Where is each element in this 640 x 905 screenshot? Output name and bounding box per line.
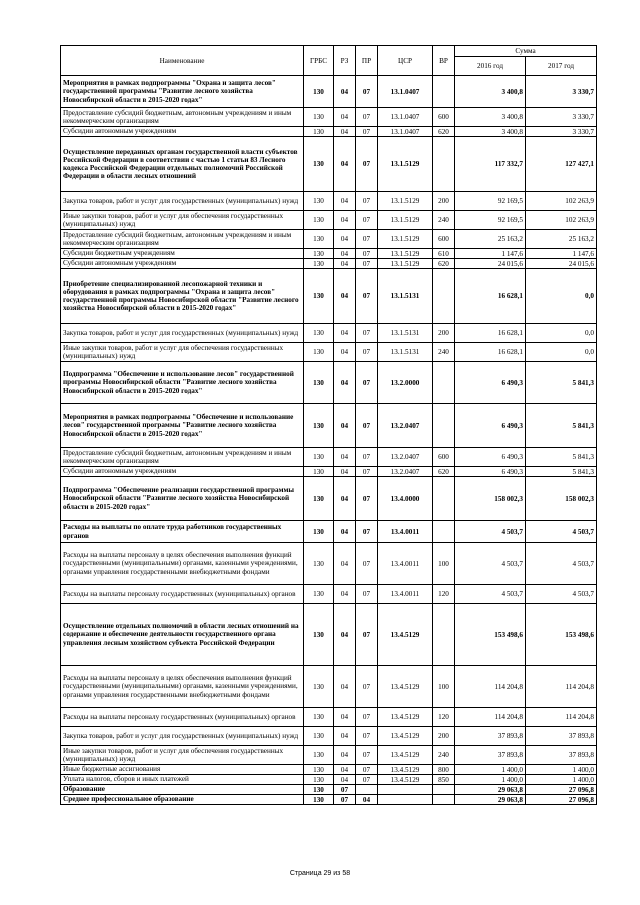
table-row bbox=[61, 785, 597, 795]
row-pr: 07 bbox=[356, 269, 378, 324]
row-sum-2016: 4 503,7 bbox=[455, 543, 526, 585]
row-grbs: 130 bbox=[304, 727, 334, 746]
row-sum-2017: 27 096,8 bbox=[526, 785, 597, 795]
header-year-2017: 2017 год bbox=[526, 57, 597, 76]
row-sum-2017: 127 427,1 bbox=[526, 137, 597, 192]
row-rz: 07 bbox=[334, 795, 356, 805]
row-grbs: 130 bbox=[304, 795, 334, 805]
row-pr: 07 bbox=[356, 604, 378, 666]
row-pr: 07 bbox=[356, 543, 378, 585]
row-name: Закупка товаров, работ и услуг для государственных (муниципальных) нужд bbox=[61, 192, 304, 211]
table-header bbox=[61, 46, 597, 76]
row-rz: 04 bbox=[334, 137, 356, 192]
row-sum-2017: 158 002,3 bbox=[526, 477, 597, 521]
row-rz: 07 bbox=[334, 785, 356, 795]
table-row bbox=[61, 746, 597, 765]
table-row bbox=[61, 727, 597, 746]
row-csr bbox=[378, 785, 433, 795]
row-rz: 04 bbox=[334, 362, 356, 404]
row-pr: 04 bbox=[356, 795, 378, 805]
row-vr: 120 bbox=[433, 708, 455, 727]
row-pr: 07 bbox=[356, 324, 378, 343]
row-name: Среднее профессиональное образование bbox=[61, 795, 304, 805]
row-vr bbox=[433, 795, 455, 805]
row-vr: 240 bbox=[433, 746, 455, 765]
row-vr: 100 bbox=[433, 666, 455, 708]
row-sum-2016: 1 400,0 bbox=[455, 765, 526, 775]
row-vr: 620 bbox=[433, 259, 455, 269]
row-csr: 13.1.5131 bbox=[378, 324, 433, 343]
row-csr: 13.1.5131 bbox=[378, 343, 433, 362]
row-csr: 13.1.5129 bbox=[378, 192, 433, 211]
row-pr: 07 bbox=[356, 76, 378, 108]
row-sum-2016: 92 169,5 bbox=[455, 211, 526, 230]
row-name: Иные бюджетные ассигнования bbox=[61, 765, 304, 775]
row-name: Расходы на выплаты персоналу в целях обеспечения выполнения функций государственными (муниципальными) органами, казенными учреждениями, органами управления государственными внебюджетными фондами bbox=[61, 666, 304, 708]
row-rz: 04 bbox=[334, 127, 356, 137]
header-grbs: ГРБС bbox=[304, 46, 334, 76]
row-sum-2017: 24 015,6 bbox=[526, 259, 597, 269]
table-row bbox=[61, 343, 597, 362]
row-vr: 600 bbox=[433, 108, 455, 127]
table-row bbox=[61, 765, 597, 775]
row-sum-2016: 29 063,8 bbox=[455, 785, 526, 795]
row-rz: 04 bbox=[334, 259, 356, 269]
row-name: Подпрограмма "Обеспечение и использование лесов" государственной программы Новосибирской области "Развитие лесного хозяйства Новосибирской области в 2015-2020 годах" bbox=[61, 362, 304, 404]
row-pr: 07 bbox=[356, 127, 378, 137]
row-rz: 04 bbox=[334, 324, 356, 343]
row-grbs: 130 bbox=[304, 521, 334, 543]
row-name: Предоставление субсидий бюджетным, автономным учреждениям и иным некоммерческим организациям bbox=[61, 230, 304, 249]
row-sum-2016: 25 163,2 bbox=[455, 230, 526, 249]
row-sum-2016: 6 490,3 bbox=[455, 404, 526, 448]
row-pr: 07 bbox=[356, 765, 378, 775]
row-vr bbox=[433, 269, 455, 324]
row-pr: 07 bbox=[356, 211, 378, 230]
row-sum-2017: 114 204,8 bbox=[526, 708, 597, 727]
row-sum-2017: 0,0 bbox=[526, 324, 597, 343]
row-sum-2017: 1 147,6 bbox=[526, 249, 597, 259]
table-row bbox=[61, 775, 597, 785]
row-sum-2017: 102 263,9 bbox=[526, 211, 597, 230]
row-grbs: 130 bbox=[304, 585, 334, 604]
row-vr bbox=[433, 785, 455, 795]
row-vr: 800 bbox=[433, 765, 455, 775]
row-sum-2017: 0,0 bbox=[526, 343, 597, 362]
table-row bbox=[61, 467, 597, 477]
row-sum-2017: 102 263,9 bbox=[526, 192, 597, 211]
table-body bbox=[61, 76, 597, 805]
row-sum-2016: 153 498,6 bbox=[455, 604, 526, 666]
row-vr: 620 bbox=[433, 127, 455, 137]
header-csr: ЦСР bbox=[378, 46, 433, 76]
row-name: Осуществление переданных органам государственной власти субъектов Российской Федерации в соответствии с частью 1 статьи 83 Лесного кодекса Российской Федерации отдельных полномочий Российской Федерации в области лесных отношений bbox=[61, 137, 304, 192]
row-sum-2016: 6 490,3 bbox=[455, 362, 526, 404]
row-sum-2017: 3 330,7 bbox=[526, 127, 597, 137]
row-pr: 07 bbox=[356, 249, 378, 259]
row-rz: 04 bbox=[334, 775, 356, 785]
row-vr: 600 bbox=[433, 448, 455, 467]
budget-sheet bbox=[60, 45, 596, 805]
row-vr: 850 bbox=[433, 775, 455, 785]
row-sum-2016: 92 169,5 bbox=[455, 192, 526, 211]
row-pr: 07 bbox=[356, 343, 378, 362]
row-rz: 04 bbox=[334, 585, 356, 604]
row-grbs: 130 bbox=[304, 259, 334, 269]
row-grbs: 130 bbox=[304, 108, 334, 127]
row-csr: 13.1.0407 bbox=[378, 127, 433, 137]
table-row bbox=[61, 192, 597, 211]
table-row bbox=[61, 259, 597, 269]
row-rz: 04 bbox=[334, 477, 356, 521]
row-vr: 240 bbox=[433, 343, 455, 362]
row-grbs: 130 bbox=[304, 192, 334, 211]
row-rz: 04 bbox=[334, 269, 356, 324]
row-name: Расходы на выплаты персоналу в целях обеспечения выполнения функций государственными (муниципальными) органами, казенными учреждениями, органами управления государственными внебюджетными фондами bbox=[61, 543, 304, 585]
row-grbs: 130 bbox=[304, 775, 334, 785]
row-grbs: 130 bbox=[304, 127, 334, 137]
row-name: Иные закупки товаров, работ и услуг для обеспечения государственных (муниципальных) нужд bbox=[61, 746, 304, 765]
header-rz: РЗ bbox=[334, 46, 356, 76]
row-grbs: 130 bbox=[304, 604, 334, 666]
row-grbs: 130 bbox=[304, 343, 334, 362]
row-rz: 04 bbox=[334, 604, 356, 666]
row-name: Иные закупки товаров, работ и услуг для обеспечения государственных (муниципальных) нужд bbox=[61, 211, 304, 230]
row-name: Иные закупки товаров, работ и услуг для обеспечения государственных (муниципальных) нужд bbox=[61, 343, 304, 362]
row-sum-2016: 114 204,8 bbox=[455, 708, 526, 727]
row-name: Закупка товаров, работ и услуг для государственных (муниципальных) нужд bbox=[61, 727, 304, 746]
row-pr: 07 bbox=[356, 362, 378, 404]
row-pr: 07 bbox=[356, 585, 378, 604]
row-pr: 07 bbox=[356, 727, 378, 746]
row-sum-2016: 16 628,1 bbox=[455, 324, 526, 343]
row-vr bbox=[433, 521, 455, 543]
row-sum-2017: 5 841,3 bbox=[526, 362, 597, 404]
row-vr bbox=[433, 137, 455, 192]
row-name: Закупка товаров, работ и услуг для государственных (муниципальных) нужд bbox=[61, 324, 304, 343]
row-pr: 07 bbox=[356, 259, 378, 269]
row-grbs: 130 bbox=[304, 785, 334, 795]
row-rz: 04 bbox=[334, 230, 356, 249]
row-sum-2016: 117 332,7 bbox=[455, 137, 526, 192]
row-sum-2016: 6 490,3 bbox=[455, 448, 526, 467]
table-row bbox=[61, 585, 597, 604]
row-vr: 200 bbox=[433, 192, 455, 211]
row-sum-2017: 5 841,3 bbox=[526, 467, 597, 477]
row-csr: 13.1.0407 bbox=[378, 108, 433, 127]
row-csr: 13.4.5129 bbox=[378, 775, 433, 785]
table-row bbox=[61, 76, 597, 108]
row-rz: 04 bbox=[334, 521, 356, 543]
row-grbs: 130 bbox=[304, 708, 334, 727]
row-csr: 13.4.0011 bbox=[378, 585, 433, 604]
row-name: Расходы на выплаты персоналу государственных (муниципальных) органов bbox=[61, 585, 304, 604]
table-row bbox=[61, 324, 597, 343]
row-vr: 620 bbox=[433, 467, 455, 477]
row-sum-2017: 4 503,7 bbox=[526, 543, 597, 585]
table-row bbox=[61, 795, 597, 805]
row-rz: 04 bbox=[334, 543, 356, 585]
row-rz: 04 bbox=[334, 108, 356, 127]
row-sum-2017: 3 330,7 bbox=[526, 108, 597, 127]
row-name: Субсидии автономным учреждениям bbox=[61, 127, 304, 137]
table-row bbox=[61, 362, 597, 404]
row-name: Образование bbox=[61, 785, 304, 795]
row-rz: 04 bbox=[334, 666, 356, 708]
row-rz: 04 bbox=[334, 343, 356, 362]
row-sum-2016: 4 503,7 bbox=[455, 521, 526, 543]
row-csr: 13.1.5129 bbox=[378, 137, 433, 192]
row-pr bbox=[356, 785, 378, 795]
table-row bbox=[61, 477, 597, 521]
row-vr: 200 bbox=[433, 727, 455, 746]
row-sum-2017: 5 841,3 bbox=[526, 448, 597, 467]
row-sum-2017: 5 841,3 bbox=[526, 404, 597, 448]
row-sum-2017: 37 893,8 bbox=[526, 727, 597, 746]
row-pr: 07 bbox=[356, 477, 378, 521]
row-rz: 04 bbox=[334, 404, 356, 448]
row-vr bbox=[433, 604, 455, 666]
row-grbs: 130 bbox=[304, 249, 334, 259]
row-grbs: 130 bbox=[304, 211, 334, 230]
row-sum-2017: 27 096,8 bbox=[526, 795, 597, 805]
table-row bbox=[61, 604, 597, 666]
row-sum-2017: 4 503,7 bbox=[526, 585, 597, 604]
row-rz: 04 bbox=[334, 727, 356, 746]
row-sum-2016: 114 204,8 bbox=[455, 666, 526, 708]
row-csr: 13.4.5129 bbox=[378, 727, 433, 746]
row-vr bbox=[433, 477, 455, 521]
row-csr: 13.2.0000 bbox=[378, 362, 433, 404]
table-row bbox=[61, 127, 597, 137]
row-grbs: 130 bbox=[304, 666, 334, 708]
header-year-2016: 2016 год bbox=[455, 57, 526, 76]
row-grbs: 130 bbox=[304, 137, 334, 192]
row-rz: 04 bbox=[334, 708, 356, 727]
row-csr: 13.1.5129 bbox=[378, 249, 433, 259]
table-row bbox=[61, 269, 597, 324]
row-grbs: 130 bbox=[304, 324, 334, 343]
table-row bbox=[61, 404, 597, 448]
row-sum-2017: 0,0 bbox=[526, 269, 597, 324]
row-csr: 13.4.0000 bbox=[378, 477, 433, 521]
row-csr: 13.4.0011 bbox=[378, 521, 433, 543]
row-sum-2017: 37 893,8 bbox=[526, 746, 597, 765]
row-csr: 13.2.0407 bbox=[378, 448, 433, 467]
row-sum-2017: 1 400,0 bbox=[526, 775, 597, 785]
row-pr: 07 bbox=[356, 746, 378, 765]
row-csr: 13.4.5129 bbox=[378, 765, 433, 775]
row-grbs: 130 bbox=[304, 76, 334, 108]
row-rz: 04 bbox=[334, 249, 356, 259]
row-sum-2016: 37 893,8 bbox=[455, 727, 526, 746]
row-sum-2016: 1 400,0 bbox=[455, 775, 526, 785]
row-name: Субсидии автономным учреждениям bbox=[61, 467, 304, 477]
row-pr: 07 bbox=[356, 775, 378, 785]
table-row bbox=[61, 543, 597, 585]
row-csr: 13.2.0407 bbox=[378, 467, 433, 477]
row-rz: 04 bbox=[334, 448, 356, 467]
row-sum-2016: 6 490,3 bbox=[455, 467, 526, 477]
row-csr: 13.4.5129 bbox=[378, 666, 433, 708]
row-csr: 13.1.5129 bbox=[378, 259, 433, 269]
row-name: Расходы на выплаты персоналу государственных (муниципальных) органов bbox=[61, 708, 304, 727]
row-sum-2016: 1 147,6 bbox=[455, 249, 526, 259]
row-csr: 13.4.5129 bbox=[378, 746, 433, 765]
row-name: Приобретение специализированной лесопожарной техники и оборудования в рамках подпрограммы "Охрана и защита лесов" государственной программы Новосибирской области "Развитие лесного хозяйства Новосибирской области в 2015-2020 годах" bbox=[61, 269, 304, 324]
header-sum: Сумма bbox=[455, 46, 597, 57]
row-grbs: 130 bbox=[304, 230, 334, 249]
row-name: Мероприятия в рамках подпрограммы "Обеспечение и использование лесов" государственной программы "Развитие лесного хозяйства Новосибирской области в 2015-2020 годах" bbox=[61, 404, 304, 448]
row-name: Мероприятия в рамках подпрограммы "Охрана и защита лесов" государственной программы "Развитие лесного хозяйства Новосибирской области в 2015-2020 годах" bbox=[61, 76, 304, 108]
row-vr: 200 bbox=[433, 324, 455, 343]
row-grbs: 130 bbox=[304, 746, 334, 765]
row-vr bbox=[433, 404, 455, 448]
row-grbs: 130 bbox=[304, 269, 334, 324]
table-row bbox=[61, 448, 597, 467]
row-pr: 07 bbox=[356, 448, 378, 467]
row-sum-2016: 4 503,7 bbox=[455, 585, 526, 604]
row-pr: 07 bbox=[356, 666, 378, 708]
row-vr: 120 bbox=[433, 585, 455, 604]
row-pr: 07 bbox=[356, 137, 378, 192]
table-row bbox=[61, 249, 597, 259]
row-csr: 13.4.5129 bbox=[378, 708, 433, 727]
row-csr: 13.4.0011 bbox=[378, 543, 433, 585]
table-row bbox=[61, 521, 597, 543]
table-row bbox=[61, 666, 597, 708]
header-name: Наименование bbox=[61, 46, 304, 76]
row-vr: 600 bbox=[433, 230, 455, 249]
row-grbs: 130 bbox=[304, 467, 334, 477]
row-sum-2016: 3 400,8 bbox=[455, 127, 526, 137]
row-name: Осуществление отдельных полномочий в области лесных отношений на содержание и обеспечение деятельности государственного органа управления лесным хозяйством субъекта Российской Федерации bbox=[61, 604, 304, 666]
row-name: Предоставление субсидий бюджетным, автономным учреждениям и иным некоммерческим организациям bbox=[61, 108, 304, 127]
row-csr: 13.4.5129 bbox=[378, 604, 433, 666]
table-row bbox=[61, 230, 597, 249]
row-rz: 04 bbox=[334, 76, 356, 108]
row-rz: 04 bbox=[334, 765, 356, 775]
budget-table bbox=[60, 45, 597, 805]
row-sum-2016: 158 002,3 bbox=[455, 477, 526, 521]
row-grbs: 130 bbox=[304, 362, 334, 404]
row-sum-2016: 16 628,1 bbox=[455, 343, 526, 362]
row-rz: 04 bbox=[334, 211, 356, 230]
row-sum-2016: 3 400,8 bbox=[455, 76, 526, 108]
row-sum-2016: 37 893,8 bbox=[455, 746, 526, 765]
row-csr: 13.2.0407 bbox=[378, 404, 433, 448]
row-vr bbox=[433, 76, 455, 108]
row-name: Уплата налогов, сборов и иных платежей bbox=[61, 775, 304, 785]
row-csr: 13.1.0407 bbox=[378, 76, 433, 108]
row-grbs: 130 bbox=[304, 477, 334, 521]
row-vr bbox=[433, 362, 455, 404]
row-grbs: 130 bbox=[304, 404, 334, 448]
row-pr: 07 bbox=[356, 108, 378, 127]
row-vr: 100 bbox=[433, 543, 455, 585]
row-csr bbox=[378, 795, 433, 805]
row-sum-2017: 4 503,7 bbox=[526, 521, 597, 543]
page-footer: Страница 29 из 58 bbox=[289, 870, 351, 877]
row-sum-2017: 114 204,8 bbox=[526, 666, 597, 708]
row-rz: 04 bbox=[334, 467, 356, 477]
row-sum-2017: 1 400,0 bbox=[526, 765, 597, 775]
row-csr: 13.1.5129 bbox=[378, 211, 433, 230]
row-rz: 04 bbox=[334, 746, 356, 765]
row-pr: 07 bbox=[356, 192, 378, 211]
row-csr: 13.1.5129 bbox=[378, 230, 433, 249]
row-sum-2016: 24 015,6 bbox=[455, 259, 526, 269]
row-pr: 07 bbox=[356, 521, 378, 543]
row-sum-2017: 25 163,2 bbox=[526, 230, 597, 249]
row-grbs: 130 bbox=[304, 765, 334, 775]
row-pr: 07 bbox=[356, 230, 378, 249]
row-name: Подпрограмма "Обеспечение реализации государственной программы Новосибирской области "Развитие лесного хозяйства Новосибирской области в 2015-2020 годах" bbox=[61, 477, 304, 521]
row-name: Предоставление субсидий бюджетным, автономным учреждениям и иным некоммерческим организациям bbox=[61, 448, 304, 467]
row-pr: 07 bbox=[356, 708, 378, 727]
row-sum-2016: 29 063,8 bbox=[455, 795, 526, 805]
row-name: Субсидии автономным учреждениям bbox=[61, 259, 304, 269]
row-name: Расходы на выплаты по оплате труда работников государственных органов bbox=[61, 521, 304, 543]
row-sum-2016: 3 400,8 bbox=[455, 108, 526, 127]
row-grbs: 130 bbox=[304, 543, 334, 585]
row-sum-2017: 153 498,6 bbox=[526, 604, 597, 666]
table-row bbox=[61, 708, 597, 727]
row-rz: 04 bbox=[334, 192, 356, 211]
row-csr: 13.1.5131 bbox=[378, 269, 433, 324]
header-pr: ПР bbox=[356, 46, 378, 76]
row-name: Субсидии бюджетным учреждениям bbox=[61, 249, 304, 259]
row-pr: 07 bbox=[356, 404, 378, 448]
row-vr: 240 bbox=[433, 211, 455, 230]
table-row bbox=[61, 211, 597, 230]
row-pr: 07 bbox=[356, 467, 378, 477]
row-vr: 610 bbox=[433, 249, 455, 259]
table-row bbox=[61, 108, 597, 127]
table-row bbox=[61, 137, 597, 192]
row-sum-2017: 3 330,7 bbox=[526, 76, 597, 108]
row-sum-2016: 16 628,1 bbox=[455, 269, 526, 324]
row-grbs: 130 bbox=[304, 448, 334, 467]
header-vr: ВР bbox=[433, 46, 455, 76]
